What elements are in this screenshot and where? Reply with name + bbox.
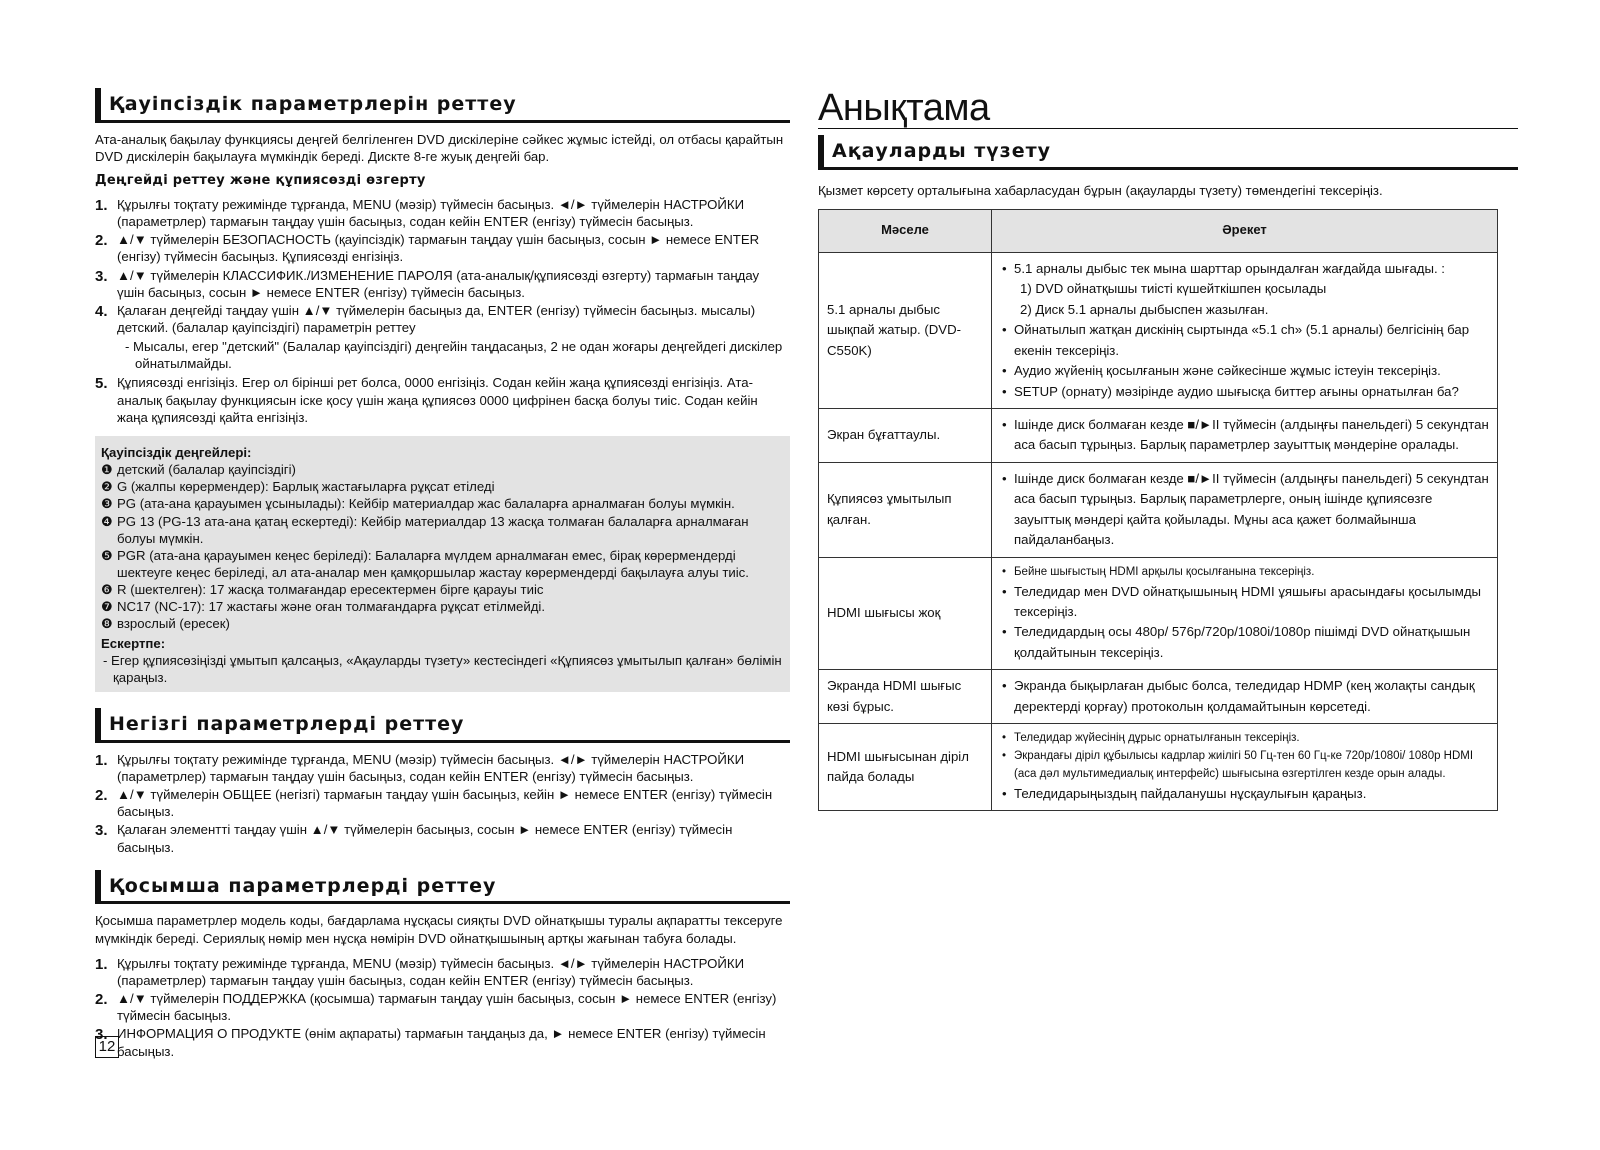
level-bullet: ❻ bbox=[101, 582, 113, 598]
troubleshooting-intro: Қызмет көрсету орталығына хабарласудан бұрын (ақауларды түзету) төмендегіні тексеріңіз. bbox=[818, 182, 1383, 198]
table-row bbox=[819, 252, 1498, 408]
action-item: • SETUP (орнату) мәзірінде аудио шығысқа биттер ағыны орнатылған ба? bbox=[1014, 382, 1489, 402]
level-item bbox=[101, 581, 784, 598]
level-text: PGR (ата-ана қарауымен кеңес беріледі): Балаларға мүлдем арналмаған емес, бірақ көрермендерді шектеуге кеңес беріледі, ал ата-аналар мен қамқоршылар жастау көрермендерді бақылауға алуы тиіс. bbox=[117, 547, 749, 581]
problem-cell: HDMI шығысы жоқ bbox=[819, 557, 992, 670]
level-text: PG 13 (PG-13 ата-ана қатаң ескертеді): Кейбір материалдар 13 жасқа толмаған балаларға арналмаған болуы мүмкін. bbox=[117, 513, 749, 546]
action-cell bbox=[992, 252, 1498, 408]
level-text: детский (балалар қауіпсіздігі) bbox=[117, 462, 296, 478]
basic-section-title: Негізгі параметрлерді реттеу bbox=[95, 708, 790, 743]
step-note: - Мысалы, егер "детский" (Балалар қауіпсіздігі) деңгейін таңдасаңыз, 2 не одан жоғары деңгейдегі дискілер ойнатылмайды. bbox=[125, 339, 783, 372]
action-list bbox=[1000, 469, 1489, 551]
action-cell bbox=[992, 409, 1498, 463]
step-number: 5. bbox=[95, 375, 108, 393]
action-list bbox=[1000, 730, 1489, 804]
step-number: 2. bbox=[95, 787, 108, 805]
note-title: Ескертпе: bbox=[101, 635, 166, 651]
step-text: Құрылғы тоқтату режимінде тұрғанда, MENU (мәзір) түймесін басыңыз. ◄/► түймелерін НАСТРОЙКИ (параметрлер) тармағын таңдау үшін басыңыз, содан кейін ENTER (енгізу) түймесін басыңыз. bbox=[117, 196, 745, 230]
left-column bbox=[95, 88, 790, 1068]
level-text: NC17 (NC-17): 17 жастағы және оған толмағандарға рұқсат етілмейді. bbox=[117, 599, 546, 615]
action-item: • Ойнатылып жатқан дискінің сыртында «5.1 ch» (5.1 арналы) белгісінің бар екенін тексеріңіз. bbox=[1014, 320, 1489, 361]
right-column bbox=[818, 88, 1518, 811]
extra-intro: Қосымша параметрлер модель коды, бағдарлама нұсқасы сияқты DVD ойнатқышы туралы ақпаратты тексеруге мүмкіндік береді. Сериялық нөмір мен нұсқа нөмірін DVD ойнатқышының артқы жағынан табуға болады. bbox=[95, 913, 783, 946]
troubleshooting-title: Ақауларды түзету bbox=[818, 135, 1518, 170]
level-bullet: ❷ bbox=[101, 479, 113, 495]
action-item: • Теледидар жүйесінің дұрыс орнатылғанын тексеріңіз. bbox=[1014, 730, 1489, 748]
step-number: 2. bbox=[95, 232, 108, 250]
action-item: • 5.1 арналы дыбыс тек мына шарттар орындалған жағдайда шығады. : bbox=[1014, 259, 1489, 279]
step-item bbox=[95, 374, 790, 425]
table-row bbox=[819, 724, 1498, 811]
reference-heading: Анықтама bbox=[818, 88, 1518, 129]
action-item: • Экрандағы діріл құбылысы кадрлар жиілігі 50 Гц-тен 60 Гц-ке 720p/1080i/ 1080p HDMI (аса дәл мультимедиалық интерфейс) шығысына өзгертілген кезде орын алады. bbox=[1014, 748, 1489, 784]
step-item bbox=[95, 751, 790, 785]
action-list bbox=[1000, 676, 1489, 717]
action-item: • Экранда бықырлаған дыбыс болса, теледидар HDMP (кең жолақты сандық деректерді қорғау) протоколын қолдамайтынын көрсетеді. bbox=[1014, 676, 1489, 717]
action-item: • Теледидардың осы 480p/ 576p/720p/1080i/1080p пішімді DVD ойнатқышын қолдайтынын тексеріңіз. bbox=[1014, 622, 1489, 663]
step-item bbox=[95, 196, 790, 230]
problem-header: Мәселе bbox=[819, 209, 992, 252]
action-item: • Теледидар мен DVD ойнатқышының HDMI ұяшығы арасындағы қосылымды тексеріңіз. bbox=[1014, 582, 1489, 623]
level-item bbox=[101, 598, 784, 615]
step-item bbox=[95, 267, 790, 301]
level-bullet: ❹ bbox=[101, 513, 113, 529]
level-item bbox=[101, 478, 784, 495]
step-number: 3. bbox=[95, 267, 108, 285]
step-number: 1. bbox=[95, 196, 108, 214]
action-item: • Бейне шығыстың HDMI арқылы қосылғанына тексеріңіз. bbox=[1014, 564, 1489, 582]
level-text: PG (ата-ана қарауымен ұсынылады): Кейбір материалдар жас балаларға арналмаған болуы мүмкін. bbox=[117, 496, 735, 512]
action-list bbox=[1000, 259, 1489, 402]
note-text: - Егер құпиясөзіңізді ұмытып қалсаңыз, «Ақауларды түзету» кестесіндегі «Құпиясөз ұмытылып қалған» бөлімін қараңыз. bbox=[103, 652, 782, 685]
level-item bbox=[101, 513, 784, 547]
security-intro: Ата-аналық бақылау функциясы деңгей белгіленген DVD дискілеріне сәйкес жұмыс істейді, ол отбасы қарайтын DVD дискілерін бақылауға мүмкіндік береді. Дискте 8-ге жуық деңгейі бар. bbox=[95, 131, 784, 164]
step-text: ▲/▼ түймелерін ПОДДЕРЖКА (қосымша) тармағын таңдау үшін басыңыз, сосын ► немесе ENTER (енгізу) түймесін басыңыз. bbox=[117, 991, 777, 1024]
action-header: Әрекет bbox=[992, 209, 1498, 252]
step-text: ▲/▼ түймелерін КЛАССИФИК./ИЗМЕНЕНИЕ ПАРОЛЯ (ата-аналық/құпиясөзді өзгерту) тармағын таңдау үшін басыңыз, сосын ► немесе ENTER (енгізу) түймесін басыңыз. bbox=[117, 267, 760, 300]
levels-list bbox=[101, 461, 784, 633]
step-item bbox=[95, 786, 790, 820]
action-cell bbox=[992, 670, 1498, 724]
extra-section-title: Қосымша параметрлерді реттеу bbox=[95, 870, 790, 905]
step-text: Құрылғы тоқтату режимінде тұрғанда, MENU (мәзір) түймесін басыңыз. ◄/► түймелерін НАСТРОЙКИ (параметрлер) тармағын таңдау үшін басыңыз, содан кейін ENTER (енгізу) түймесін басыңыз. bbox=[117, 751, 745, 784]
level-item bbox=[101, 495, 784, 512]
action-subitem: 2) Диск 5.1 арналы дыбыспен жазылған. bbox=[1020, 301, 1269, 317]
step-item bbox=[95, 1025, 790, 1059]
level-item bbox=[101, 461, 784, 478]
step-number: 3. bbox=[95, 1026, 108, 1044]
action-subitem: 1) DVD ойнатқышы тиісті күшейткішпен қосылады bbox=[1020, 281, 1327, 297]
level-text: R (шектелген): 17 жасқа толмағандар ересектермен бірге қарауы тиіс bbox=[117, 582, 544, 598]
table-row bbox=[819, 670, 1498, 724]
step-text: ИНФОРМАЦИЯ О ПРОДУКТЕ (өнім ақпараты) тармағын таңдаңыз да, ► немесе ENTER (енгізу) түймесін басыңыз. bbox=[117, 1026, 766, 1059]
action-item: • Ішінде диск болмаған кезде ■/►II түймесін (алдыңғы панельдегі) 5 секундтан аса басып тұрыңыз. Барлық параметрлерге, оның ішінде құпиясөзге зауыттық мәндері қайта қойылады. Мұны аса қажет болмайынша пайдаланбаңыз. bbox=[1014, 469, 1489, 551]
password-subtitle: Деңгейді реттеу және құпиясөзді өзгерту bbox=[95, 173, 426, 188]
level-bullet: ❶ bbox=[101, 462, 113, 478]
step-item bbox=[95, 821, 790, 855]
step-text: ▲/▼ түймелерін БЕЗОПАСНОСТЬ (қауіпсіздік) тармағын таңдау үшін басыңыз, сосын ► немесе ENTER (енгізу) түймесін басыңыз. Құпиясөзді енгізіңіз. bbox=[117, 232, 760, 265]
action-list bbox=[1000, 564, 1489, 664]
security-section-title: Қауіпсіздік параметрлерін реттеу bbox=[95, 88, 790, 123]
level-bullet: ❸ bbox=[101, 496, 113, 512]
basic-steps bbox=[95, 751, 790, 856]
step-number: 1. bbox=[95, 751, 108, 769]
step-text: ▲/▼ түймелерін ОБЩЕЕ (негізгі) тармағын таңдау үшін басыңыз, кейін ► немесе ENTER (енгізу) түймесін басыңыз. bbox=[117, 787, 773, 820]
level-item bbox=[101, 615, 784, 632]
step-number: 4. bbox=[95, 302, 108, 320]
step-item bbox=[95, 955, 790, 989]
level-text: взрослый (ересек) bbox=[117, 616, 230, 632]
level-bullet: ❽ bbox=[101, 616, 113, 632]
table-row bbox=[819, 409, 1498, 463]
problem-cell: 5.1 арналы дыбыс шықпай жатыр. (DVD-C550K) bbox=[819, 252, 992, 408]
level-bullet: ❺ bbox=[101, 547, 113, 563]
step-text: Қалаған деңгейді таңдау үшін ▲/▼ түймелерін басыңыз да, ENTER (енгізу) түймесін басыңыз. мысалы) детский. (балалар қауіпсіздігі) параметрін реттеу bbox=[117, 302, 756, 335]
levels-title: Қауіпсіздік деңгейлері: bbox=[101, 444, 252, 460]
step-item bbox=[95, 231, 790, 265]
level-text: G (жалпы көрермендер): Барлық жастағыларға рұқсат етіледі bbox=[117, 479, 495, 495]
table-row bbox=[819, 557, 1498, 670]
step-number: 3. bbox=[95, 822, 108, 840]
security-levels-box bbox=[95, 436, 790, 692]
action-cell bbox=[992, 462, 1498, 557]
level-item bbox=[101, 547, 784, 581]
security-steps bbox=[95, 196, 790, 426]
problem-cell: Құпиясөз ұмытылып қалған. bbox=[819, 462, 992, 557]
extra-steps bbox=[95, 955, 790, 1060]
step-number: 1. bbox=[95, 955, 108, 973]
action-item: • Теледидарыңыздың пайдаланушы нұсқаулығын қараңыз. bbox=[1014, 784, 1489, 804]
action-item: • Аудио жүйенің қосылғанын және сәйкесінше жұмыс істеуін тексеріңіз. bbox=[1014, 361, 1489, 381]
step-text: Қалаған элементті таңдау үшін ▲/▼ түймелерін басыңыз, сосын ► немесе ENTER (енгізу) түймесін басыңыз. bbox=[117, 822, 733, 855]
problem-cell: Экран бұғаттаулы. bbox=[819, 409, 992, 463]
action-cell bbox=[992, 724, 1498, 811]
step-text: Құрылғы тоқтату режимінде тұрғанда, MENU (мәзір) түймесін басыңыз. ◄/► түймелерін НАСТРОЙКИ (параметрлер) тармағын таңдау үшін басыңыз, содан кейін ENTER (енгізу) түймесін басыңыз. bbox=[117, 955, 745, 988]
troubleshooting-table bbox=[818, 209, 1498, 811]
step-text: Құпиясөзді енгізіңіз. Егер ол бірінші рет болса, 0000 енгізіңіз. Содан кейін жаңа құпиясөзді енгізіңіз. Ата-аналық бақылау функциясын іске қосу үшін жаңа құпиясөз 0000 цифрінен басқа болуы тиіс. Содан кейін жаңа құпиясөзді қайта енгізіңіз. bbox=[117, 375, 758, 425]
table-header-row bbox=[819, 209, 1498, 252]
action-item: • Ішінде диск болмаған кезде ■/►II түймесін (алдыңғы панельдегі) 5 секундтан аса басып тұрыңыз. Барлық параметрлер зауыттық мәндеріне оралады. bbox=[1014, 415, 1489, 456]
table-row bbox=[819, 462, 1498, 557]
step-item bbox=[95, 302, 790, 373]
problem-cell: Экранда HDMI шығыс көзі бұрыс. bbox=[819, 670, 992, 724]
step-item bbox=[95, 990, 790, 1024]
problem-cell: HDMI шығысынан діріл пайда болады bbox=[819, 724, 992, 811]
level-bullet: ❼ bbox=[101, 599, 113, 615]
page-number: 12 bbox=[95, 1036, 119, 1058]
action-list bbox=[1000, 415, 1489, 456]
step-number: 2. bbox=[95, 991, 108, 1009]
action-cell bbox=[992, 557, 1498, 670]
